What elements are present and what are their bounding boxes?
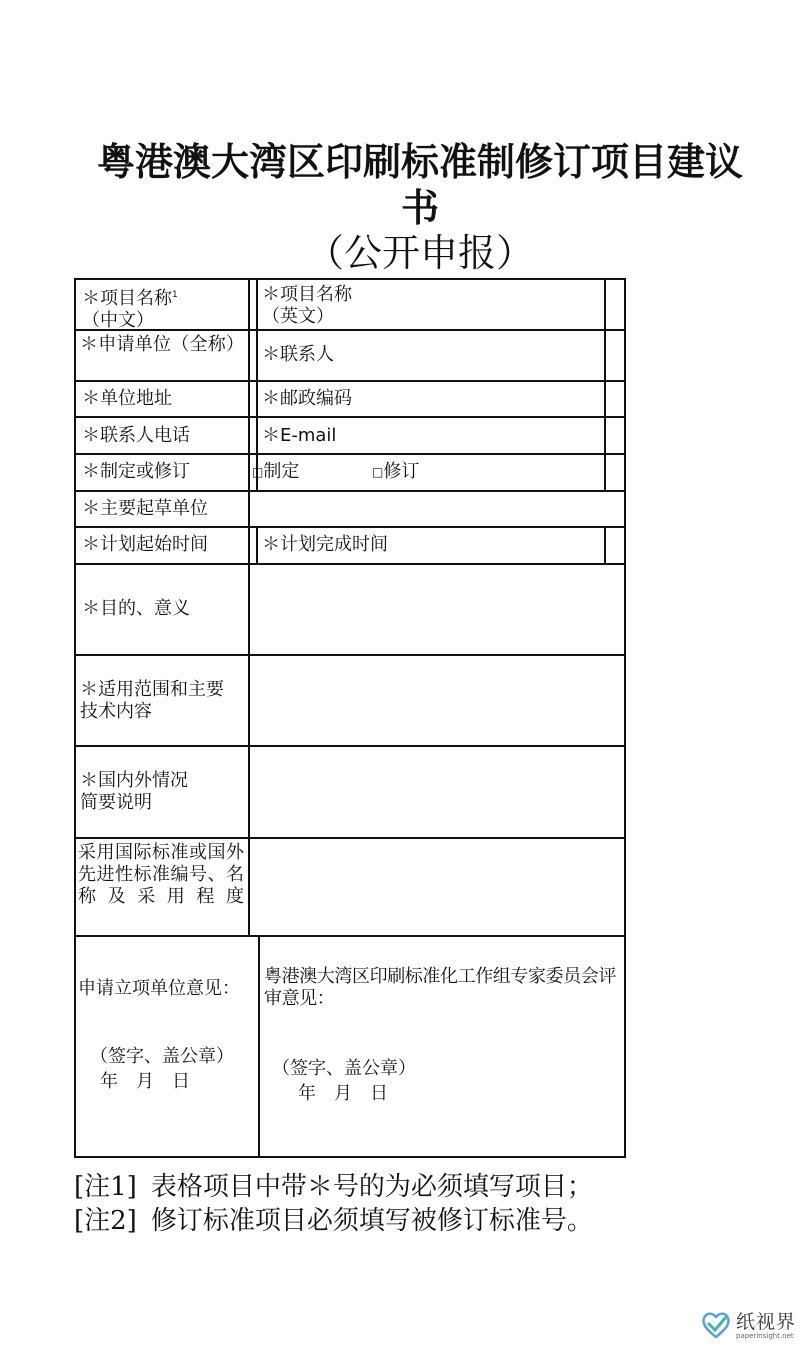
adopt-standard-label: 采用国际标准或国外先进性标准编号、名称及采用程度 xyxy=(78,842,244,907)
column-divider xyxy=(604,280,606,490)
postal-code-label: ＊邮政编码 xyxy=(262,388,352,409)
project-name-cn-label: ＊项目名称$^1$ （中文） xyxy=(82,288,178,331)
column-divider xyxy=(258,935,260,1156)
applicant-opinion-label: 申请立项单位意见： xyxy=(78,978,240,999)
row-divider xyxy=(76,526,624,528)
row-divider xyxy=(76,380,624,382)
page-title-line2: 书 xyxy=(400,186,439,230)
watermark-brand: 纸视界 xyxy=(736,1311,797,1333)
row-divider xyxy=(76,745,624,747)
unit-address-label: ＊单位地址 xyxy=(82,388,172,409)
expert-sign-seal-text: （签字、盖公章） xyxy=(272,1058,416,1079)
applicant-unit-label: ＊申请单位（全称） xyxy=(80,334,244,355)
footnote-1: [注1] 表格项目中带＊号的为必须填写项目； xyxy=(74,1172,593,1202)
watermark-logo xyxy=(700,1305,796,1347)
contact-phone-label: ＊联系人电话 xyxy=(82,425,190,446)
end-time-label: ＊计划完成时间 xyxy=(262,534,388,555)
contact-person-label: ＊联系人 xyxy=(262,344,334,365)
row-divider xyxy=(76,416,624,418)
page-title: 粤港澳大湾区印刷标准制修订项目建议 xyxy=(96,140,743,184)
scope-label: ＊适用范围和主要 技术内容 xyxy=(80,679,224,722)
sign-seal-text: （签字、盖公章） xyxy=(90,1046,234,1067)
column-divider xyxy=(248,490,250,935)
checkbox-icon[interactable]: □ xyxy=(252,465,264,479)
date-line: 年 月 日 xyxy=(100,1071,190,1092)
row-divider xyxy=(76,654,624,656)
revision-type-label: ＊制定或修订 xyxy=(82,461,190,482)
project-name-en-label: ＊项目名称 （英文） xyxy=(262,284,352,327)
expert-opinion-label: 粤港澳大湾区印刷标准化工作组专家委员会评审意见： xyxy=(264,966,616,1009)
option-revise[interactable]: □修订 xyxy=(372,461,420,482)
column-divider xyxy=(256,526,258,563)
column-divider xyxy=(604,526,606,563)
heart-check-icon xyxy=(700,1309,732,1341)
watermark-sub: paperinsight.net xyxy=(736,1332,794,1340)
page-subtitle: （公开申报） xyxy=(305,231,534,275)
expert-date-line: 年 月 日 xyxy=(298,1083,388,1104)
row-divider xyxy=(76,837,624,839)
row-divider xyxy=(76,935,624,937)
start-time-label: ＊计划起始时间 xyxy=(82,534,208,555)
option-establish[interactable]: □制定 xyxy=(252,461,300,482)
column-divider xyxy=(248,280,250,490)
row-divider xyxy=(76,490,624,492)
footnotes xyxy=(74,1170,593,1238)
purpose-label: ＊目的、意义 xyxy=(82,598,190,619)
checkbox-icon[interactable]: □ xyxy=(372,465,384,479)
row-divider xyxy=(76,563,624,565)
email-label: ＊E-mail xyxy=(262,425,337,446)
row-divider xyxy=(76,453,624,455)
intl-situation-label: ＊国内外情况 简要说明 xyxy=(80,770,188,813)
column-divider xyxy=(256,280,258,490)
proposal-form-table xyxy=(74,278,626,1158)
footnote-2: [注2] 修订标准项目必须填写被修订标准号。 xyxy=(74,1206,593,1236)
drafting-unit-label: ＊主要起草单位 xyxy=(82,498,208,519)
